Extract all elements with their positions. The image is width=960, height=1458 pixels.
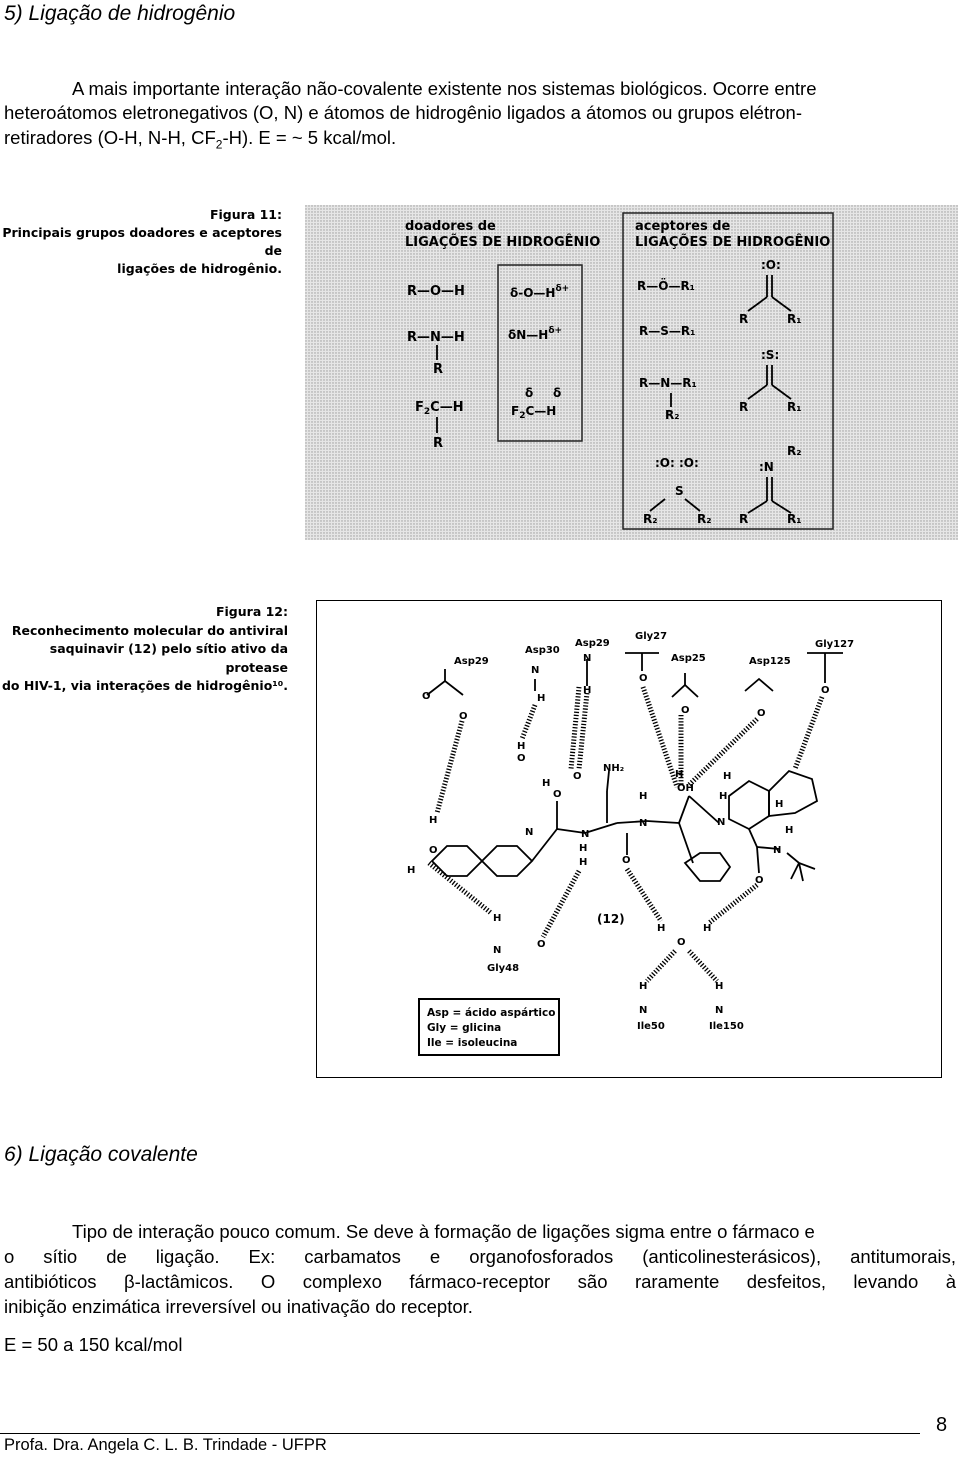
svg-text:F2C—H: $F_2C—H$ [415,400,464,417]
svg-text:H: H [775,799,784,810]
svg-text:N: N [531,665,540,676]
residue-labels [454,631,854,1032]
svg-text:H: H [407,865,416,876]
section-5-heading: 5) Ligação de hidrogênio [4,2,236,25]
svg-text:O: O [422,691,431,702]
section-6-line-3: antibióticos β-lactâmicos. O complexo fármaco-receptor são raramente desfeitos, levando à [4,1271,956,1292]
svg-text:R—N—R₁: R—N—R₁ [639,376,697,390]
svg-text:δ-O—Hδ+: $\delta-O—H^{\delta+}$ [510,284,570,300]
svg-text:S: S [675,484,684,498]
svg-text:H: H [639,791,648,802]
svg-text:O: O [639,673,648,684]
section-6-line-1: Tipo de interação pouco comum. Se deve à formação de ligações sigma entre o fármaco e [72,1221,815,1242]
figure-11-hydrogen-bond-groups [305,205,958,540]
svg-text:R₂: R₂ [697,512,712,526]
svg-text:R: R [433,362,444,377]
svg-text:N: N [581,829,590,840]
svg-text:H: H [703,923,712,934]
section-6-energy: E = 50 a 150 kcal/mol [4,1334,183,1355]
svg-text:O: O [681,705,690,716]
figure-11-drawing [305,205,958,540]
svg-text:N: N [639,1005,648,1016]
svg-text:N: N [717,817,726,828]
hydrogen-bond-lines [429,687,822,981]
svg-text:Asp = ácido aspártico: Asp = ácido aspártico [427,1007,556,1019]
svg-text:R₁: R₁ [787,312,802,326]
svg-text:R—Ö—R₁: R—Ö—R₁ [637,279,695,293]
residue-label: Ile150 [709,1021,744,1032]
svg-text:O: O [553,789,562,800]
svg-text:NH₂: NH₂ [603,763,625,774]
section-5-line-2: heteroátomos eletronegativos (O, N) e átomos de hidrogênio ligados a átomos ou grupos elétron- [4,102,803,123]
figure-12-caption: Figura 12: Reconhecimento molecular do antiviral saquinavir (12) pelo sítio ativo da protease do HIV-1, via interações de hidrogênio¹⁰. [1,604,288,693]
residue-label: Ile50 [637,1021,665,1032]
svg-text::S:: :S: [761,348,780,362]
svg-text:H: H [639,981,648,992]
svg-text:δN—Hδ+: $\delta N—H^{\delta+}$ [508,326,563,342]
svg-text::O: :O:: :O: :O: [655,456,699,470]
residue-label: Asp25 [671,653,706,664]
svg-text:O: O [517,753,526,764]
svg-text:R₂: R₂ [787,444,802,458]
saquinavir-atoms [517,741,793,886]
svg-text:N: N [639,818,648,829]
svg-text:R—O—H: R—O—H [407,284,465,299]
svg-text::O:: :O: [761,258,781,272]
svg-text:O: O [459,711,468,722]
figure-12-saquinavir-binding [316,600,942,1078]
svg-text:H: H [675,769,684,780]
svg-text:O: O [757,708,766,719]
residue-label: Gly127 [815,639,855,650]
footer-rule [0,1433,920,1434]
svg-text:R₁: R₁ [787,512,802,526]
svg-text:δ: δ [525,386,534,400]
svg-text:F2C—H: $F_2C—H$ [511,404,557,421]
section-6-heading: 6) Ligação covalente [4,1143,198,1166]
svg-text:R: R [739,400,749,414]
svg-text:H: H [579,857,588,868]
svg-text:H: H [429,815,438,826]
figure-11-caption: Figura 11: Principais grupos doadores e aceptores de ligações de hidrogênio. [2,207,282,276]
abbreviation-legend [427,1007,555,1049]
svg-text::N: :N [759,460,774,474]
svg-text:H: H [493,913,502,924]
footer-author: Profa. Dra. Angela C. L. B. Trindade - UFPR [4,1436,327,1454]
svg-text:Gly = glicina: Gly = glicina [427,1022,502,1034]
residue-label: Gly48 [487,963,520,974]
svg-text:N: N [493,945,502,956]
svg-text:Ile = isoleucina: Ile = isoleucina [427,1037,518,1049]
svg-text:R₂: R₂ [665,408,680,422]
svg-text:O: O [537,939,546,950]
svg-text:O: O [755,875,764,886]
svg-text:N: N [773,845,782,856]
svg-text:R: R [739,512,749,526]
enzyme-atoms [407,653,830,1016]
svg-text:OH: OH [677,783,694,794]
svg-text:R: R [433,436,444,451]
section-5-line-3: retiradores (O-H, N-H, $CF_2-H$). E = ~ 5 kcal/mol. [4,127,397,152]
svg-text:R: R [739,312,749,326]
svg-text:N: N [583,653,592,664]
section-6-line-2: o sítio de ligação. Ex: carbamatos e organofosforados (anticolinesterásicos), antitumorais, [4,1246,956,1267]
residue-label: Asp29 [575,638,610,649]
svg-text:N: N [525,827,534,838]
svg-text:O: O [429,845,438,856]
svg-text:R—S—R₁: R—S—R₁ [639,324,696,338]
svg-text:O: O [821,685,830,696]
svg-text:H: H [537,693,546,704]
svg-text:O: O [573,771,582,782]
svg-text:O: O [677,937,686,948]
figure-12-drawing [317,601,941,1077]
section-5-line-1: A mais importante interação não-covalente existente nos sistemas biológicos. Ocorre entre [72,78,817,99]
donors-title-2: LIGAÇÕES DE HIDROGÊNIO [405,235,601,250]
svg-text:H: H [785,825,794,836]
svg-text:R—N—H: R—N—H [407,330,465,345]
svg-text:N: N [715,1005,724,1016]
compound-label: (12) [597,912,625,926]
residue-label: Asp125 [749,656,791,667]
acceptors-title-1: aceptores de [635,219,731,234]
svg-text:O: O [622,855,631,866]
svg-text:R₁: R₁ [787,400,802,414]
svg-text:H: H [719,791,728,802]
svg-text:H: H [715,981,724,992]
svg-text:R₂: R₂ [643,512,658,526]
svg-text:H: H [583,685,592,696]
svg-text:δ: δ [553,386,562,400]
section-6-line-4: inibição enzimática irreversível ou inativação do receptor. [4,1296,473,1317]
acceptors-title-2: LIGAÇÕES DE HIDROGÊNIO [635,235,831,250]
svg-text:H: H [542,778,551,789]
svg-text:H: H [657,923,666,934]
residue-label: Asp30 [525,645,560,656]
svg-text:H: H [517,741,526,752]
residue-label: Asp29 [454,656,489,667]
donors-title-1: doadores de [405,219,496,234]
svg-text:H: H [579,843,588,854]
page-number: 8 [936,1414,948,1436]
svg-text:H: H [723,771,732,782]
residue-label: Gly27 [635,631,668,642]
